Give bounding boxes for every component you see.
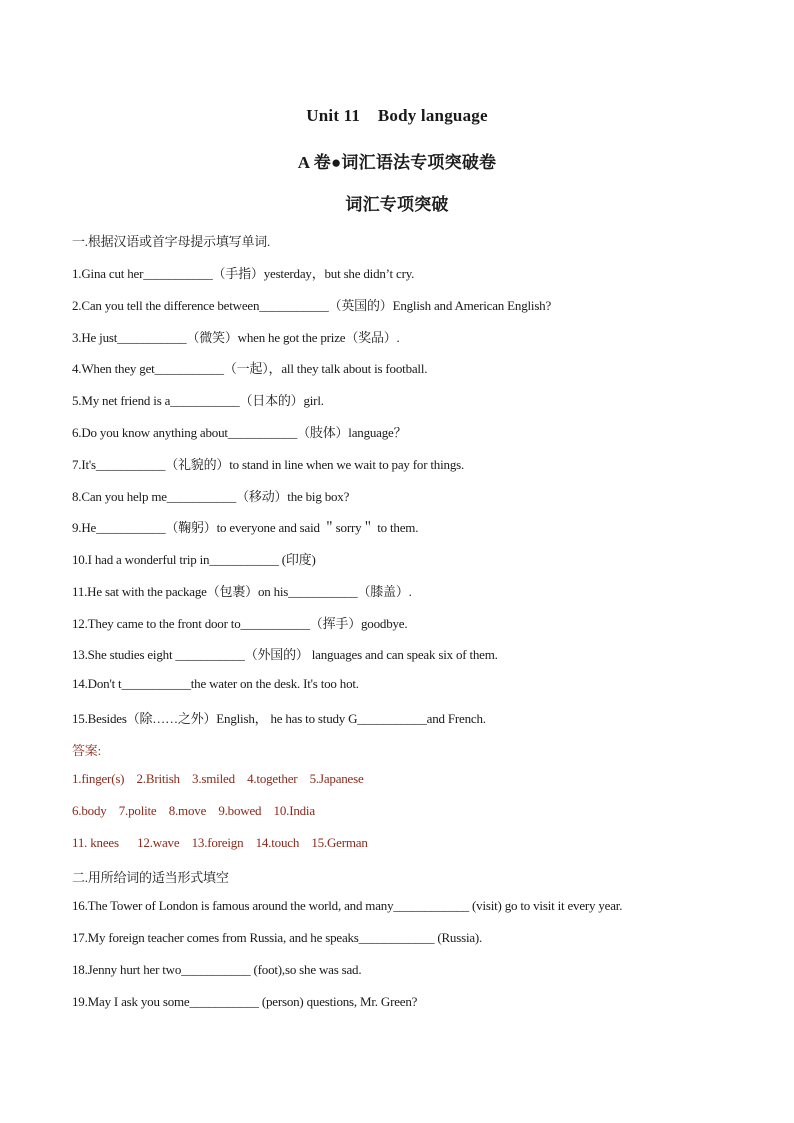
answer-line-1: 1.finger(s) 2.British 3.smiled 4.together 5.Japanese [72,771,364,786]
question-8: 8.Can you help me___________（移动）the big box? [72,489,350,504]
answer-label: 答案: [72,743,102,758]
question-3: 3.He just___________（微笑）when he got the prize（奖品）. [72,330,400,345]
unit-title: Unit 11 Body language [306,106,488,125]
question-2: 2.Can you tell the difference between___________（英国的）English and American English? [72,298,552,313]
question-19: 19.May I ask you some___________ (person) questions, Mr. Green? [72,994,418,1009]
paper-subtitle: A 卷●词汇语法专项突破卷 [297,153,497,172]
question-14: 14.Don't t___________the water on the desk. It's too hot. [72,676,359,691]
answer-line-2: 6.body 7.polite 8.move 9.bowed 10.India [72,803,315,818]
question-9: 9.He___________（鞠躬）to everyone and said ＂sorry＂ to them. [72,520,419,535]
question-10: 10.I had a wonderful trip in___________ (印度) [72,552,316,567]
question-18: 18.Jenny hurt her two___________ (foot),so she was sad. [72,962,362,977]
question-7: 7.It's___________（礼貌的）to stand in line when we wait to pay for things. [72,457,465,472]
question-1: 1.Gina cut her___________（手指）yesterday，but she didn’t cry. [72,266,415,281]
question-15: 15.Besides（除……之外）English， he has to study G___________and French. [72,711,486,726]
question-13: 13.She studies eight ___________（外国的） languages and can speak six of them. [72,647,498,662]
part1-heading: 一.根据汉语或首字母提示填写单词. [72,234,271,249]
question-17: 17.My foreign teacher comes from Russia, and he speaks____________ (Russia). [72,930,483,945]
question-4: 4.When they get___________（一起），all they talk about is football. [72,361,428,376]
section-title: 词汇专项突破 [345,195,449,214]
question-12: 12.They came to the front door to___________（挥手）goodbye. [72,616,408,631]
question-5: 5.My net friend is a___________（日本的）girl. [72,393,324,408]
question-6: 6.Do you know anything about___________（肢体）language？ [72,425,407,440]
answer-line-3: 11. knees 12.wave 13.foreign 14.touch 15.German [72,835,368,850]
question-16: 16.The Tower of London is famous around the world, and many____________ (visit) go to visit it every year. [72,898,623,913]
part2-heading: 二.用所给词的适当形式填空 [72,870,229,885]
question-11: 11.He sat with the package（包裹）on his___________（膝盖）. [72,584,412,599]
